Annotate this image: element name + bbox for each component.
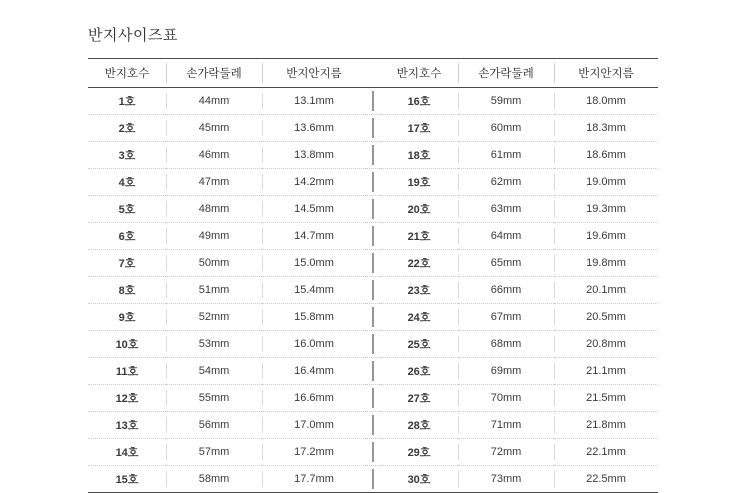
cell-diameter-left: 15.4mm — [262, 277, 366, 304]
table-row — [88, 250, 658, 277]
cell-ring-no-right: 30호 — [380, 466, 458, 493]
cell-ring-no-left: 6호 — [88, 223, 166, 250]
cell-diameter-right: 20.5mm — [554, 304, 658, 331]
table-row — [88, 223, 658, 250]
cell-circumference-right: 60mm — [458, 115, 554, 142]
table-row — [88, 196, 658, 223]
cell-circumference-right: 66mm — [458, 277, 554, 304]
cell-ring-no-left: 14호 — [88, 439, 166, 466]
header-diameter-left: 반지안지름 — [262, 59, 366, 88]
cell-diameter-right: 22.5mm — [554, 466, 658, 493]
cell-ring-no-left: 1호 — [88, 88, 166, 115]
table-middle-divider — [366, 439, 380, 466]
cell-ring-no-right: 27호 — [380, 385, 458, 412]
table-middle-divider — [366, 223, 380, 250]
cell-ring-no-left: 8호 — [88, 277, 166, 304]
table-row — [88, 358, 658, 385]
table-middle-divider — [366, 412, 380, 439]
cell-circumference-left: 54mm — [166, 358, 262, 385]
table-middle-divider — [366, 115, 380, 142]
table-middle-divider — [366, 169, 380, 196]
cell-diameter-left: 15.0mm — [262, 250, 366, 277]
cell-diameter-left: 13.1mm — [262, 88, 366, 115]
cell-circumference-left: 50mm — [166, 250, 262, 277]
cell-diameter-left: 13.6mm — [262, 115, 366, 142]
table-header — [88, 59, 658, 88]
table-header-row — [88, 59, 658, 88]
cell-diameter-right: 18.3mm — [554, 115, 658, 142]
table-middle-divider — [366, 196, 380, 223]
cell-circumference-left: 53mm — [166, 331, 262, 358]
cell-circumference-left: 58mm — [166, 466, 262, 493]
cell-diameter-left: 15.8mm — [262, 304, 366, 331]
table-middle-divider — [366, 466, 380, 493]
cell-ring-no-right: 17호 — [380, 115, 458, 142]
cell-diameter-left: 17.7mm — [262, 466, 366, 493]
table-middle-divider — [366, 250, 380, 277]
cell-diameter-right: 20.1mm — [554, 277, 658, 304]
cell-diameter-right: 19.8mm — [554, 250, 658, 277]
cell-ring-no-left: 13호 — [88, 412, 166, 439]
cell-ring-no-left: 5호 — [88, 196, 166, 223]
cell-diameter-left: 14.7mm — [262, 223, 366, 250]
table-row — [88, 169, 658, 196]
cell-circumference-left: 46mm — [166, 142, 262, 169]
cell-ring-no-right: 28호 — [380, 412, 458, 439]
table-row — [88, 115, 658, 142]
cell-diameter-left: 17.0mm — [262, 412, 366, 439]
cell-circumference-left: 55mm — [166, 385, 262, 412]
cell-circumference-right: 64mm — [458, 223, 554, 250]
cell-ring-no-left: 10호 — [88, 331, 166, 358]
cell-diameter-right: 18.0mm — [554, 88, 658, 115]
table-middle-divider — [366, 142, 380, 169]
cell-circumference-right: 59mm — [458, 88, 554, 115]
cell-ring-no-left: 12호 — [88, 385, 166, 412]
table-row — [88, 304, 658, 331]
cell-ring-no-right: 22호 — [380, 250, 458, 277]
page-title: 반지사이즈표 — [88, 27, 178, 44]
cell-diameter-right: 20.8mm — [554, 331, 658, 358]
table-middle-divider — [366, 88, 380, 115]
cell-diameter-right: 19.6mm — [554, 223, 658, 250]
header-ring-no-right: 반지호수 — [380, 59, 458, 88]
cell-circumference-left: 49mm — [166, 223, 262, 250]
ring-size-table — [88, 58, 658, 493]
cell-circumference-right: 72mm — [458, 439, 554, 466]
table-row — [88, 277, 658, 304]
table-middle-divider — [366, 358, 380, 385]
header-circumference-left: 손가락둘레 — [166, 59, 262, 88]
table-row — [88, 439, 658, 466]
cell-diameter-right: 21.8mm — [554, 412, 658, 439]
header-circumference-right: 손가락둘레 — [458, 59, 554, 88]
table-row — [88, 142, 658, 169]
cell-diameter-right: 18.6mm — [554, 142, 658, 169]
cell-circumference-right: 68mm — [458, 331, 554, 358]
cell-circumference-right: 69mm — [458, 358, 554, 385]
table-body — [88, 88, 658, 493]
cell-diameter-left: 14.2mm — [262, 169, 366, 196]
cell-diameter-right: 19.3mm — [554, 196, 658, 223]
cell-diameter-right: 21.1mm — [554, 358, 658, 385]
cell-circumference-left: 48mm — [166, 196, 262, 223]
cell-circumference-right: 73mm — [458, 466, 554, 493]
cell-ring-no-right: 19호 — [380, 169, 458, 196]
cell-diameter-left: 16.6mm — [262, 385, 366, 412]
cell-diameter-left: 16.0mm — [262, 331, 366, 358]
cell-ring-no-right: 18호 — [380, 142, 458, 169]
cell-ring-no-right: 24호 — [380, 304, 458, 331]
table-row — [88, 412, 658, 439]
cell-ring-no-left: 11호 — [88, 358, 166, 385]
cell-circumference-right: 61mm — [458, 142, 554, 169]
cell-ring-no-right: 20호 — [380, 196, 458, 223]
cell-ring-no-left: 2호 — [88, 115, 166, 142]
cell-ring-no-right: 23호 — [380, 277, 458, 304]
cell-diameter-left: 16.4mm — [262, 358, 366, 385]
cell-circumference-left: 57mm — [166, 439, 262, 466]
cell-diameter-left: 17.2mm — [262, 439, 366, 466]
table-middle-divider — [366, 277, 380, 304]
cell-ring-no-left: 7호 — [88, 250, 166, 277]
table-middle-divider-head — [366, 59, 380, 88]
cell-diameter-right: 22.1mm — [554, 439, 658, 466]
cell-diameter-right: 21.5mm — [554, 385, 658, 412]
cell-circumference-right: 62mm — [458, 169, 554, 196]
cell-circumference-left: 44mm — [166, 88, 262, 115]
cell-ring-no-right: 26호 — [380, 358, 458, 385]
cell-circumference-right: 65mm — [458, 250, 554, 277]
table-middle-divider — [366, 331, 380, 358]
cell-ring-no-right: 21호 — [380, 223, 458, 250]
cell-ring-no-right: 16호 — [380, 88, 458, 115]
cell-diameter-left: 13.8mm — [262, 142, 366, 169]
table-row — [88, 385, 658, 412]
table-row — [88, 331, 658, 358]
table-middle-divider — [366, 385, 380, 412]
cell-circumference-right: 67mm — [458, 304, 554, 331]
cell-circumference-left: 47mm — [166, 169, 262, 196]
cell-circumference-right: 71mm — [458, 412, 554, 439]
cell-ring-no-right: 25호 — [380, 331, 458, 358]
header-diameter-right: 반지안지름 — [554, 59, 658, 88]
cell-circumference-right: 70mm — [458, 385, 554, 412]
cell-diameter-left: 14.5mm — [262, 196, 366, 223]
cell-circumference-left: 45mm — [166, 115, 262, 142]
table-row — [88, 88, 658, 115]
cell-circumference-right: 63mm — [458, 196, 554, 223]
table-middle-divider — [366, 304, 380, 331]
cell-ring-no-left: 4호 — [88, 169, 166, 196]
cell-circumference-left: 56mm — [166, 412, 262, 439]
cell-ring-no-left: 15호 — [88, 466, 166, 493]
ring-size-table-container — [88, 58, 646, 493]
cell-ring-no-left: 3호 — [88, 142, 166, 169]
header-ring-no-left: 반지호수 — [88, 59, 166, 88]
cell-ring-no-right: 29호 — [380, 439, 458, 466]
cell-ring-no-left: 9호 — [88, 304, 166, 331]
table-row — [88, 466, 658, 493]
cell-circumference-left: 52mm — [166, 304, 262, 331]
cell-circumference-left: 51mm — [166, 277, 262, 304]
cell-diameter-right: 19.0mm — [554, 169, 658, 196]
